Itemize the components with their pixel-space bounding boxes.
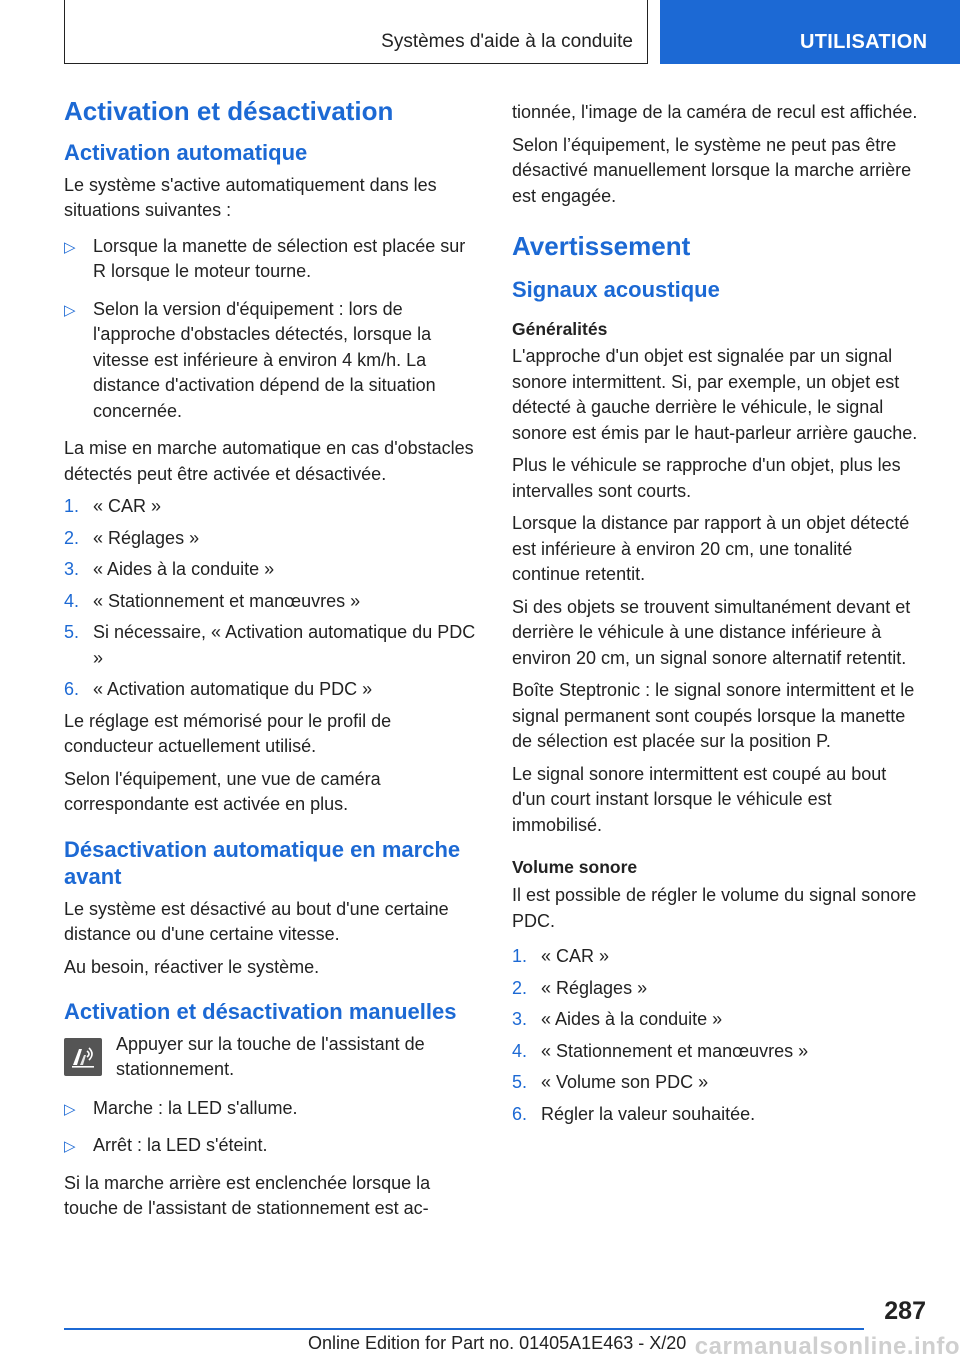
volume-steps	[512, 944, 924, 1127]
list-item: 2. « Réglages »	[64, 527, 200, 548]
signals-para: Plus le véhicule se rapproche d'un objet, plus les intervalles sont courts.	[512, 455, 901, 501]
list-item: 3. « Aides à la conduite »	[64, 559, 275, 580]
signals-para: Si des objets se trouvent simultanément devant et derrière le véhicule à une distance inférieure à environ 20 cm, un signal sonore alternatif retentit.	[512, 596, 911, 668]
left-column	[64, 96, 476, 1229]
heading-general: Généralités	[512, 318, 608, 339]
heading-acoustic-signals: Signaux acoustique	[512, 277, 720, 303]
list-item: ▷ Selon la version d'équipement : lors de l'approche d'obstacles détectés, lorsque la vitesse est inférieure à environ 4 km/h. La distance d'activation dépend de la situation concernée.	[64, 298, 436, 421]
manual-bullets	[64, 1096, 476, 1159]
header-section-box	[64, 0, 648, 64]
continued-para1: tionnée, l'image de la caméra de recul est affichée.	[512, 102, 918, 122]
header-section-title: Systèmes d'aide à la conduite	[381, 31, 633, 52]
list-item: 6. « Activation automatique du PDC »	[64, 679, 373, 700]
signals-para: Boîte Steptronic : le signal sonore intermittent et le signal permanent sont coupés lorsque la manette de sélection est placée sur la position P.	[512, 680, 915, 752]
continued-para2: Selon l’équipement, le système ne peut pas être désactivé manuellement lorsque la marche arrière est engagée.	[512, 134, 912, 206]
footer-divider	[64, 1328, 864, 1330]
triangle-bullet-icon: ▷	[64, 238, 76, 256]
triangle-bullet-icon: ▷	[64, 301, 76, 319]
heading-warning: Avertissement	[512, 231, 691, 261]
heading-volume: Volume sonore	[512, 857, 638, 878]
heading-activation: Activation et désactivation	[64, 96, 394, 126]
auto-bullets	[64, 234, 476, 425]
auto-intro: Le système s'active automatiquement dans les situations suivantes :	[64, 174, 437, 221]
triangle-bullet-icon: ▷	[64, 1138, 76, 1156]
heading-manual: Activation et désactivation manuelles	[64, 999, 457, 1025]
header-tab-label: UTILISATION	[800, 31, 928, 53]
signals-para: Lorsque la distance par rapport à un objet détecté est inférieure à environ 20 cm, une tonalité continue retentit.	[512, 513, 910, 585]
auto-para3: Le réglage est mémorisé pour le profil de conducteur actuellement utilisé.	[64, 710, 392, 757]
list-item: 4. « Stationnement et manœuvres »	[512, 1040, 809, 1061]
auto-para4: Selon l'équipement, une vue de caméra correspondante est activée en plus.	[64, 768, 381, 815]
deact-para2: Au besoin, réactiver le système.	[64, 956, 320, 977]
list-item: 1. « CAR »	[64, 496, 162, 517]
park-assist-text: Appuyer sur la touche de l'assistant de stationnement.	[116, 1033, 425, 1080]
right-column	[512, 100, 924, 1133]
list-item: 5. « Volume son PDC »	[512, 1072, 709, 1093]
list-item: 3. « Aides à la conduite »	[512, 1009, 723, 1030]
auto-steps	[64, 494, 476, 703]
footer-edition: Online Edition for Part no. 01405A1E463 - X/20	[308, 1333, 687, 1353]
list-item: ▷ Lorsque la manette de sélection est placée sur R lorsque le moteur tourne.	[64, 235, 466, 282]
auto-para2: La mise en marche automatique en cas d'obstacles détectés peut être activée et désactivée.	[64, 438, 474, 484]
signals-para: L'approche d'un objet est signalée par un signal sonore intermittent. Si, par exemple, un objet est détecté à gauche derrière le véhicule, le signal sonore est émis par le haut-parleur arrière gauche.	[512, 346, 918, 443]
deact-para1: Le système est désactivé au bout d'une certaine distance ou d'une certaine vitesse.	[64, 898, 449, 945]
signals-para: Le signal sonore intermittent est coupé au bout d'un court instant lorsque le véhicule est immobilisé.	[512, 763, 887, 835]
list-item: 4. « Stationnement et manœuvres »	[64, 590, 361, 611]
watermark: carmanualsonline.info	[694, 1333, 960, 1360]
list-item: ▷ Arrêt : la LED s'éteint.	[64, 1133, 476, 1159]
list-item: ▷ Marche : la LED s'allume.	[64, 1096, 476, 1122]
park-assist-row	[64, 1032, 476, 1084]
heading-auto-deactivation: Désactivation automatique en marche avant	[64, 836, 461, 890]
list-item: 1. « CAR »	[512, 946, 610, 967]
list-item: 2. « Réglages »	[512, 977, 648, 998]
list-item: 6. Régler la valeur souhaitée.	[512, 1103, 756, 1124]
header-tab	[660, 0, 960, 64]
list-item: 5. Si nécessaire, « Activation automatique du PDC »	[64, 622, 476, 668]
page-number: 287	[884, 1297, 926, 1325]
heading-auto-activation: Activation automatique	[64, 140, 308, 166]
manual-para1: Si la marche arrière est enclenchée lorsque la touche de l'assistant de stationnement est ac-	[64, 1172, 431, 1219]
park-assist-button-icon	[64, 1038, 102, 1076]
volume-intro: Il est possible de régler le volume du signal sonore PDC.	[512, 885, 917, 931]
triangle-bullet-icon: ▷	[64, 1100, 76, 1118]
